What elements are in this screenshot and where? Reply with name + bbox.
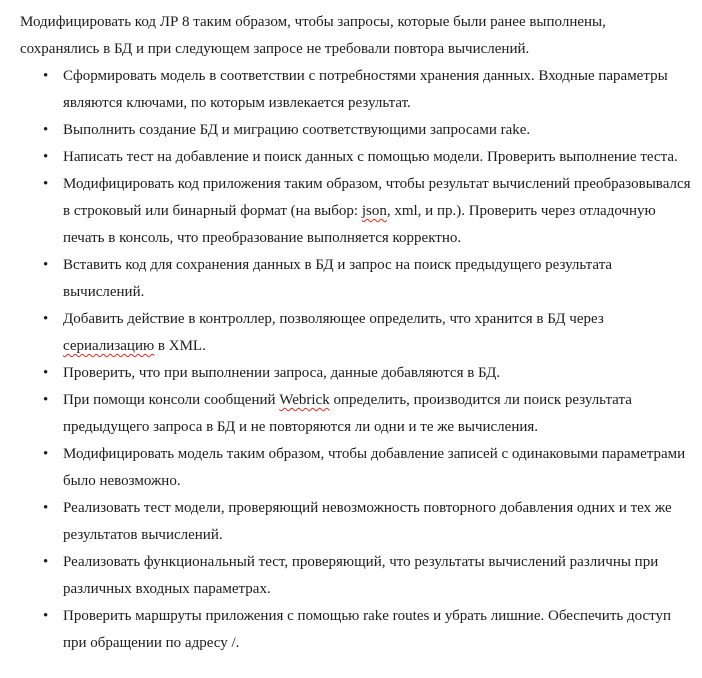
task-text: в XML. (154, 338, 206, 354)
misspelled-word: Webrick (279, 392, 330, 408)
task-text: определить, производится ли поиск результата предыдущего запроса в БД и не повторяются ли одни и те же вычисления. (63, 392, 632, 435)
misspelled-word: сериализацию (63, 338, 155, 354)
task-text: Реализовать функциональный тест, проверяющий, что результаты вычислений различны при различных входных параметрах. (63, 554, 659, 597)
task-item (20, 144, 694, 171)
task-text: Модифицировать модель таким образом, чтобы добавление записей с одинаковыми параметрами было невозможно. (63, 446, 686, 489)
task-text: Проверить, что при выполнении запроса, данные добавляются в БД. (63, 365, 501, 381)
task-item (20, 63, 694, 117)
task-text: При помощи консоли сообщений (63, 392, 280, 408)
misspelled-word: json (361, 203, 387, 219)
task-text: Выполнить создание БД и миграцию соответствующими запросами rake. (63, 122, 531, 138)
task-item (20, 252, 694, 306)
task-text: , xml, и пр.). Проверить через отладочную печать в консоль, что преобразование выполняется корректно. (63, 203, 656, 246)
task-item (20, 387, 694, 441)
task-text: Реализовать тест модели, проверяющий невозможность повторного добавления одних и тех же результатов вычислений. (63, 500, 672, 543)
task-item (20, 549, 694, 603)
task-text: Сформировать модель в соответствии с потребностями хранения данных. Входные параметры являются ключами, по которым извлекается результат. (63, 68, 668, 111)
task-text: Модифицировать код приложения таким образом, чтобы результат вычислений преобразовывался в строковый или бинарный формат (на выбор: (63, 176, 691, 219)
intro-paragraph: Модифицировать код ЛР 8 таким образом, чтобы запросы, которые были ранее выполнены, сохранялись в БД и при следующем запросе не требовали повтора вычислений. (20, 14, 606, 57)
task-item (20, 171, 694, 252)
task-item (20, 603, 694, 657)
task-item (20, 306, 694, 360)
task-item (20, 360, 694, 387)
task-item (20, 441, 694, 495)
task-text: Проверить маршруты приложения с помощью rake routes и убрать лишние. Обеспечить доступ при обращении по адресу /. (63, 608, 672, 651)
task-item (20, 117, 694, 144)
task-text: Написать тест на добавление и поиск данных с помощью модели. Проверить выполнение теста. (63, 149, 678, 165)
task-text: Вставить код для сохранения данных в БД и запрос на поиск предыдущего результата вычислений. (63, 257, 613, 300)
task-text: Добавить действие в контроллер, позволяющее определить, что хранится в БД через (63, 311, 604, 327)
task-list (20, 63, 694, 657)
task-item (20, 495, 694, 549)
